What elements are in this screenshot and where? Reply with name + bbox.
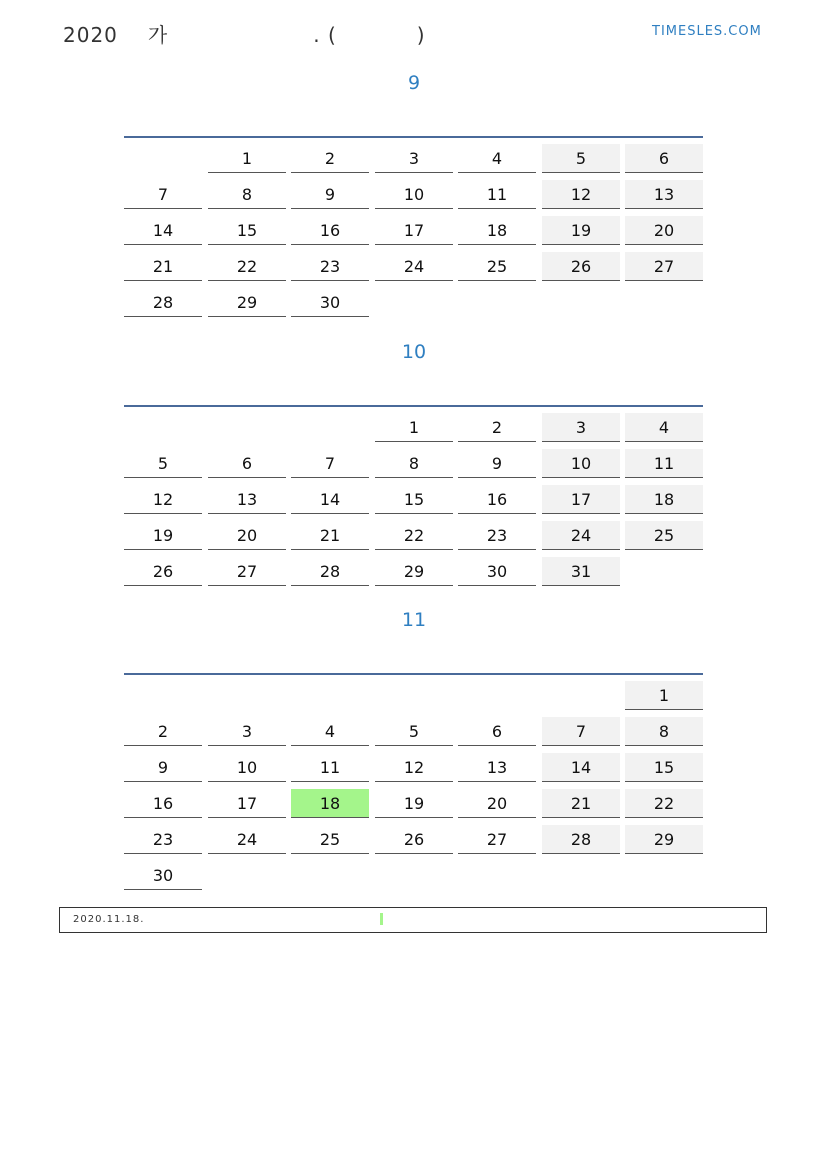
title-mid: . ( [313,23,337,47]
title-char: 가 [147,23,169,47]
footer-bar [59,907,767,933]
day-cell[interactable]: 21 [542,789,620,818]
day-cell[interactable]: 3 [375,144,453,173]
day-cell[interactable]: 25 [458,252,536,281]
day-cell[interactable]: 1 [625,681,703,710]
day-cell[interactable]: 24 [542,521,620,550]
day-cell[interactable]: 22 [625,789,703,818]
day-cell[interactable]: 6 [458,717,536,746]
page-title [63,19,426,48]
day-cell[interactable]: 23 [291,252,369,281]
day-cell[interactable]: 4 [458,144,536,173]
today-marker [380,913,383,925]
day-cell[interactable]: 7 [291,449,369,478]
month-rule [124,405,703,407]
day-cell[interactable]: 30 [291,288,369,317]
day-cell[interactable]: 27 [625,252,703,281]
day-cell[interactable]: 30 [124,861,202,890]
day-cell[interactable]: 25 [291,825,369,854]
day-cell[interactable]: 13 [625,180,703,209]
day-cell[interactable]: 17 [208,789,286,818]
day-cell[interactable]: 2 [458,413,536,442]
day-cell[interactable]: 7 [124,180,202,209]
month-title: 9 [407,72,421,94]
day-cell[interactable]: 27 [208,557,286,586]
month-title: 10 [401,341,427,363]
day-cell[interactable]: 11 [291,753,369,782]
day-cell[interactable]: 10 [208,753,286,782]
day-cell[interactable]: 23 [458,521,536,550]
day-cell[interactable]: 23 [124,825,202,854]
day-cell[interactable]: 11 [625,449,703,478]
day-cell[interactable]: 17 [542,485,620,514]
day-cell[interactable]: 9 [124,753,202,782]
day-cell[interactable]: 14 [291,485,369,514]
day-cell[interactable]: 19 [124,521,202,550]
day-cell[interactable]: 4 [625,413,703,442]
day-cell[interactable]: 5 [375,717,453,746]
day-cell[interactable]: 22 [208,252,286,281]
day-cell[interactable]: 28 [542,825,620,854]
day-cell[interactable]: 15 [625,753,703,782]
day-cell[interactable]: 27 [458,825,536,854]
day-cell[interactable]: 10 [542,449,620,478]
day-cell[interactable]: 1 [375,413,453,442]
day-cell[interactable]: 5 [542,144,620,173]
day-cell[interactable]: 13 [458,753,536,782]
day-cell[interactable]: 13 [208,485,286,514]
day-cell[interactable]: 3 [542,413,620,442]
day-cell[interactable]: 15 [208,216,286,245]
day-cell[interactable]: 6 [625,144,703,173]
day-cell[interactable]: 29 [625,825,703,854]
day-cell[interactable]: 8 [625,717,703,746]
day-cell[interactable]: 19 [375,789,453,818]
day-cell[interactable]: 29 [375,557,453,586]
day-cell[interactable]: 6 [208,449,286,478]
day-cell[interactable]: 17 [375,216,453,245]
day-cell[interactable]: 28 [124,288,202,317]
day-cell[interactable]: 29 [208,288,286,317]
day-cell[interactable]: 31 [542,557,620,586]
day-cell[interactable]: 2 [291,144,369,173]
day-cell[interactable]: 7 [542,717,620,746]
day-cell[interactable]: 20 [208,521,286,550]
day-cell[interactable]: 26 [124,557,202,586]
title-year: 2020 [63,23,118,47]
day-cell[interactable]: 10 [375,180,453,209]
day-cell[interactable]: 26 [375,825,453,854]
day-cell[interactable]: 8 [375,449,453,478]
day-cell[interactable]: 12 [124,485,202,514]
site-link[interactable]: TIMESLES.COM [652,24,762,39]
day-cell[interactable]: 9 [458,449,536,478]
day-cell[interactable]: 16 [291,216,369,245]
day-cell[interactable]: 11 [458,180,536,209]
day-cell[interactable]: 1 [208,144,286,173]
day-cell[interactable]: 22 [375,521,453,550]
day-cell[interactable]: 12 [542,180,620,209]
day-cell[interactable]: 14 [124,216,202,245]
day-cell[interactable]: 9 [291,180,369,209]
day-cell[interactable]: 24 [208,825,286,854]
footer-date: 2020.11.18. [73,914,145,925]
day-cell[interactable]: 21 [124,252,202,281]
month-title: 11 [401,609,427,631]
day-cell[interactable]: 3 [208,717,286,746]
day-cell[interactable]: 26 [542,252,620,281]
day-cell[interactable]: 15 [375,485,453,514]
month-rule [124,136,703,138]
day-cell[interactable]: 20 [625,216,703,245]
day-cell[interactable]: 30 [458,557,536,586]
day-cell[interactable]: 5 [124,449,202,478]
title-close: ) [416,23,426,47]
day-cell[interactable]: 16 [458,485,536,514]
day-cell[interactable]: 21 [291,521,369,550]
day-cell[interactable]: 12 [375,753,453,782]
day-cell[interactable]: 19 [542,216,620,245]
month-rule [124,673,703,675]
day-cell[interactable]: 16 [124,789,202,818]
day-cell[interactable]: 18 [625,485,703,514]
day-cell[interactable]: 24 [375,252,453,281]
day-cell[interactable]: 8 [208,180,286,209]
day-cell[interactable]: 14 [542,753,620,782]
day-cell[interactable]: 18 [458,216,536,245]
day-cell[interactable]: 2 [124,717,202,746]
day-cell[interactable]: 25 [625,521,703,550]
day-cell[interactable]: 4 [291,717,369,746]
day-cell[interactable]: 20 [458,789,536,818]
day-cell-today[interactable]: 18 [291,789,369,818]
day-cell[interactable]: 28 [291,557,369,586]
